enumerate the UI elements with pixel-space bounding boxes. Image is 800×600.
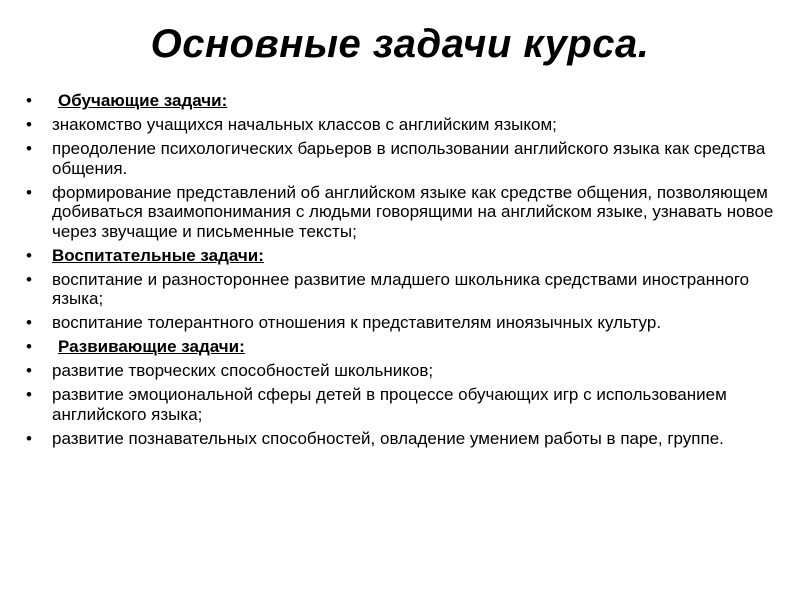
bullet-icon: • [26, 385, 32, 404]
bullet-icon: • [26, 313, 32, 332]
list-item [24, 115, 784, 135]
slide-title: Основные задачи курса. [150, 22, 650, 66]
bullet-icon: • [26, 182, 32, 202]
list-item [24, 385, 784, 424]
section-heading-developing [24, 337, 784, 357]
bullet-icon: • [26, 428, 32, 448]
list-item-text: формирование представлений об английском языке как средстве общения, позволяющем добиваться взаимопонимания с людьми говорящими на английском языке, узнавать новое через звучащие и письменные тексты; [52, 182, 774, 241]
list-item-text: преодоление психологических барьеров в использовании английского языка как средства общения. [52, 139, 766, 178]
list-item [24, 270, 784, 309]
bullet-icon: • [26, 269, 32, 289]
bullet-icon: • [26, 115, 32, 134]
bullet-icon: • [26, 91, 32, 110]
heading-teaching: Обучающие задачи: [58, 91, 228, 110]
list-item-text: развитие познавательных способностей, овладение умением работы в паре, группе. [52, 428, 724, 448]
bullet-icon: • [26, 245, 32, 265]
list-item [24, 139, 784, 178]
heading-upbringing: Воспитательные задачи: [52, 245, 264, 265]
bullet-icon: • [26, 361, 32, 380]
list-item-text: воспитание и разностороннее развитие младшего школьника средствами иностранного языка; [52, 269, 750, 308]
list-item-text: воспитание толерантного отношения к представителям иноязычных культур. [52, 313, 662, 332]
list-item [24, 183, 784, 242]
bullet-icon: • [26, 337, 32, 356]
list-item [24, 361, 784, 381]
bullet-icon: • [26, 139, 32, 158]
section-heading-upbringing [24, 246, 784, 266]
section-heading-teaching [24, 91, 784, 111]
heading-developing: Развивающие задачи: [58, 337, 245, 356]
list-item-text: развитие творческих способностей школьников; [52, 361, 434, 380]
list-item [24, 313, 784, 333]
list-item-text: знакомство учащихся начальных классов с английским языком; [52, 115, 557, 134]
list-item [24, 429, 784, 449]
list-item-text: развитие эмоциональной сферы детей в процессе обучающих игр с использованием английского языка; [52, 385, 727, 424]
task-list [24, 91, 784, 453]
